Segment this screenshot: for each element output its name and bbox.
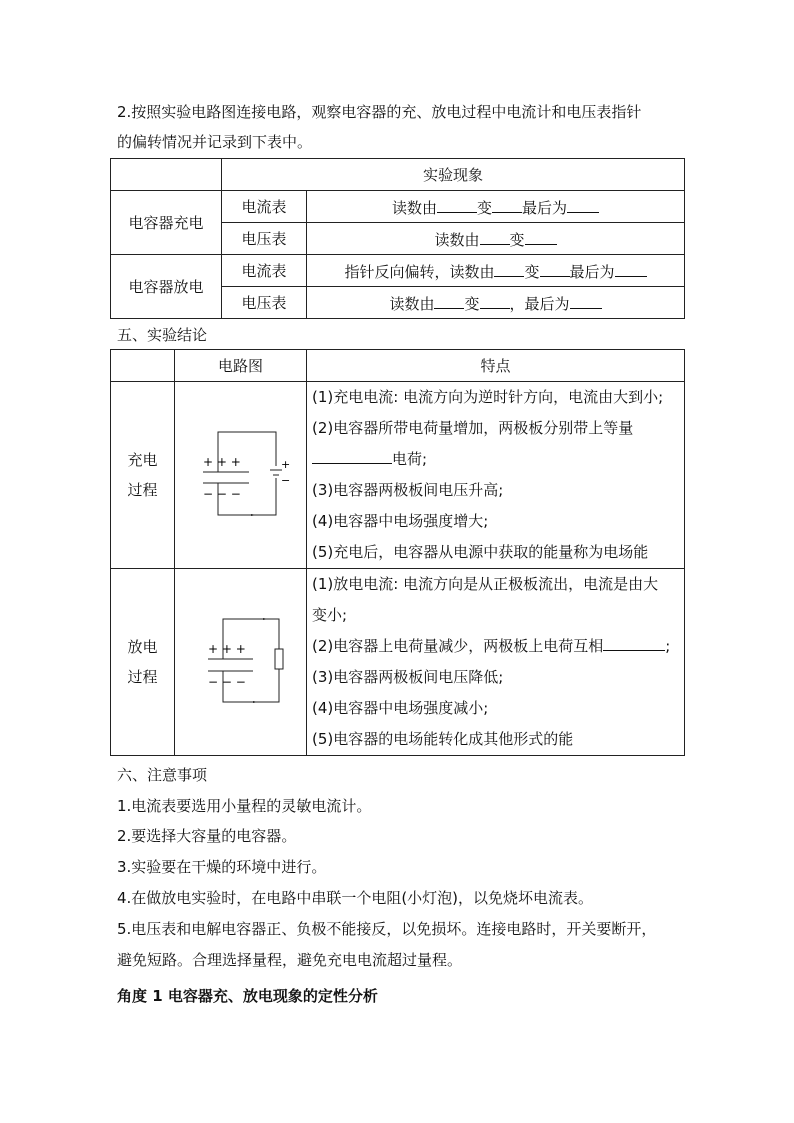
charge-feature-2: (2)电容器所带电荷量增加，两极板分别带上等量: [312, 419, 634, 437]
table2-corner-cell: [111, 350, 175, 382]
discharge-voltmeter-text: 读数由 变 ，最后为: [307, 287, 685, 319]
table1-header: 实验现象: [222, 159, 685, 191]
svg-text:+ + +: + + +: [202, 455, 241, 469]
table1-corner-cell: [111, 159, 222, 191]
charge-feature-5: (5)充电后，电容器从电源中获取的能量称为电场能: [312, 543, 649, 561]
charge-ammeter-text: 读数由 变 最后为: [307, 191, 685, 223]
charge-voltmeter-text: 读数由 变: [307, 223, 685, 255]
charge-row-label: 电容器充电: [111, 191, 222, 255]
discharge-process-label: 放电 过程: [111, 569, 175, 756]
charge-feature-1: (1)充电电流: 电流方向为逆时针方向，电流由大到小;: [312, 388, 664, 406]
note-item-5b: 避免短路。合理选择量程，避免充电电流超过量程。: [117, 951, 463, 969]
note-item-4: 4.在做放电实验时，在电路中串联一个电阻(小灯泡)，以免烧坏电流表。: [117, 889, 594, 907]
svg-text:− − −: − − −: [202, 487, 241, 501]
svg-text:− − −: − − −: [207, 675, 246, 689]
charge-features: [307, 382, 685, 569]
angle-1-title: 角度 1 电容器充、放电现象的定性分析: [117, 987, 378, 1005]
discharge-voltmeter-label: 电压表: [222, 287, 307, 319]
discharge-feature-1: (1)放电电流: 电流方向是从正极板流出，电流是由大: [312, 575, 659, 593]
discharge-feature-3: (3)电容器两极板间电压降低;: [312, 668, 504, 686]
charge-voltmeter-label: 电压表: [222, 223, 307, 255]
svg-text:−: −: [280, 474, 290, 487]
experiment-phenomena-table: [110, 158, 685, 319]
discharge-circuit-diagram: [175, 569, 307, 756]
discharge-feature-5: (5)电容器的电场能转化成其他形式的能: [312, 730, 574, 748]
note-item-2: 2.要选择大容量的电容器。: [117, 827, 297, 845]
discharge-row-label: 电容器放电: [111, 255, 222, 319]
svg-text:+: +: [280, 458, 290, 471]
discharging-circuit-svg: [181, 605, 301, 715]
note-item-3: 3.实验要在干燥的环境中进行。: [117, 858, 327, 876]
col-circuit-header: 电路图: [175, 350, 307, 382]
charge-feature-3: (3)电容器两极板间电压升高;: [312, 481, 504, 499]
note-item-5: 5.电压表和电解电容器正、负极不能接反，以免损坏。连接电路时，开关要断开，: [117, 920, 657, 938]
discharge-ammeter-label: 电流表: [222, 255, 307, 287]
charge-feature-2b: 电荷;: [312, 444, 684, 475]
intro-line-1: 2.按照实验电路图连接电路，观察电容器的充、放电过程中电流计和电压表指针: [117, 103, 642, 121]
discharge-feature-1b: 变小;: [312, 606, 348, 624]
svg-text:+ + +: + + +: [207, 642, 246, 656]
discharge-feature-2: (2)电容器上电荷量减少，两极板上电荷互相 ;: [312, 631, 684, 662]
section-6-title: 六、注意事项: [117, 766, 208, 784]
section-5-title: 五、实验结论: [117, 326, 208, 344]
charge-ammeter-label: 电流表: [222, 191, 307, 223]
note-item-1: 1.电流表要选用小量程的灵敏电流计。: [117, 797, 372, 815]
discharge-ammeter-text: 指针反向偏转，读数由 变 最后为: [307, 255, 685, 287]
charging-circuit-svg: [181, 418, 301, 528]
conclusion-table: [110, 349, 685, 756]
charge-feature-4: (4)电容器中电场强度增大;: [312, 512, 489, 530]
charge-circuit-diagram: [175, 382, 307, 569]
discharge-features: [307, 569, 685, 756]
col-feature-header: 特点: [307, 350, 685, 382]
charge-process-label: 充电 过程: [111, 382, 175, 569]
intro-line-2: 的偏转情况并记录到下表中。: [117, 133, 313, 151]
discharge-feature-4: (4)电容器中电场强度减小;: [312, 699, 489, 717]
